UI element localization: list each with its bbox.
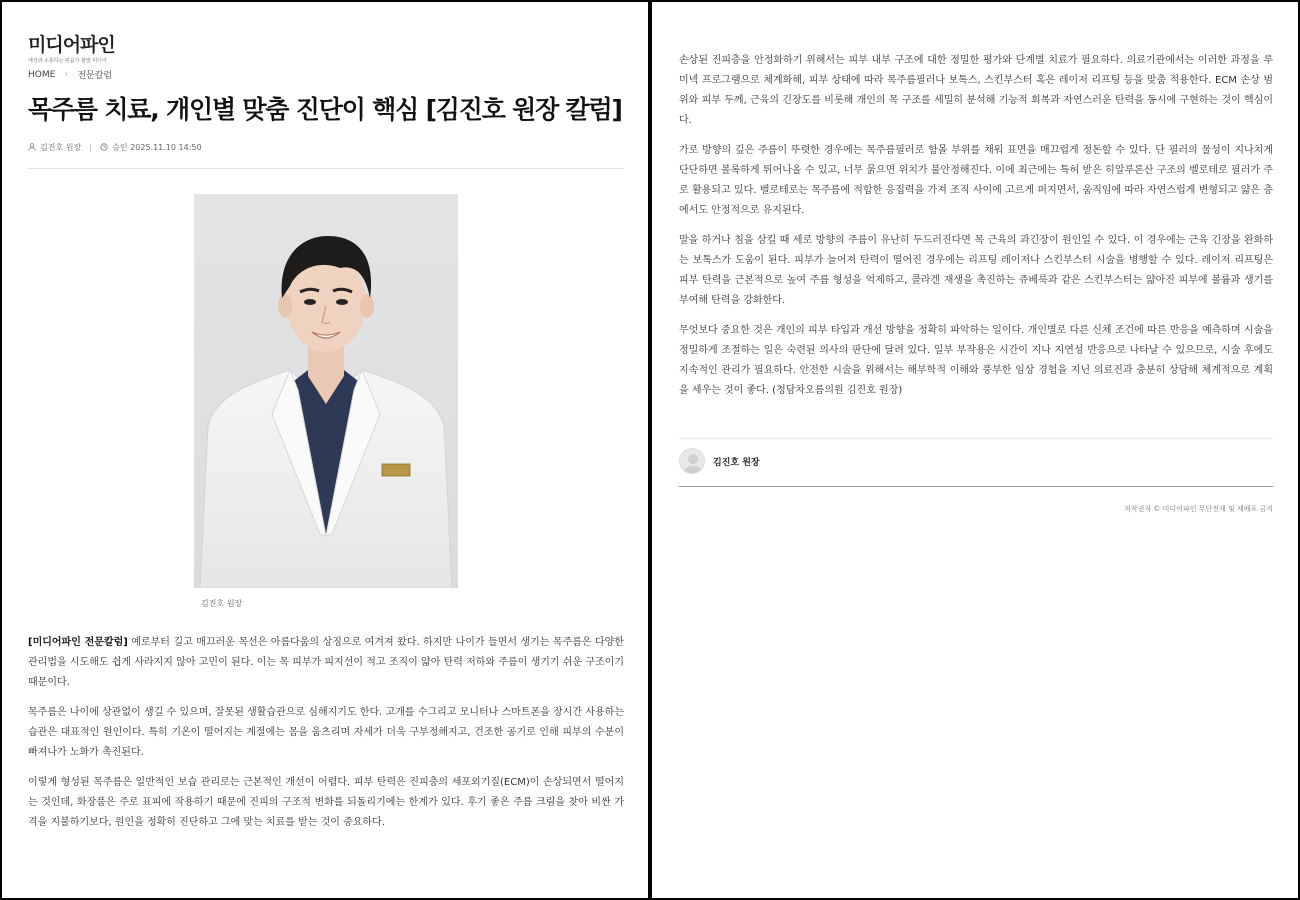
page-right	[652, 2, 1298, 898]
article-body-right	[679, 51, 1273, 411]
page-left	[2, 2, 648, 898]
article-body-left	[28, 633, 624, 843]
copyright-notice: 저작권자 © 미디어파인 무단전재 및 재배포 금지	[1124, 505, 1273, 513]
avatar-placeholder-icon	[679, 448, 705, 474]
breadcrumb	[28, 68, 112, 81]
paragraph-3: 이렇게 형성된 목주름은 일반적인 보습 관리로는 근본적인 개선이 어렵다. 피부 탄력은 진피층의 세포외기질(ECM)이 손상되면서 떨어지는 것인데, 화장품은 주로 표피에 작용하기 때문에 진피의 구조적 변화를 되돌리기에는 한계가 있다. 후기 좋은 주름 크림을 찾아 비싼 가격을 지불하기보다, 원인을 정확히 진단하고 그에 맞는 치료를 받는 것이 중요하다.	[28, 777, 624, 828]
article-approved-time: 승인 2025.11.10 14:50	[112, 143, 202, 152]
breadcrumb-section[interactable]: 전문칼럼	[77, 71, 113, 81]
author-box-name[interactable]: 김진호 원장	[713, 457, 760, 468]
site-logo[interactable]	[28, 33, 115, 65]
article-lead-tag: [미디어파인 전문칼럼]	[28, 637, 128, 648]
paragraph-7: 무엇보다 중요한 것은 개인의 피부 타입과 개선 방향을 정확히 파악하는 일이다. 개인별로 다른 신체 조건에 따른 반응을 예측하며 시술을 정밀하게 조절하는 일은 숙련된 의사의 판단에 달려 있다. 일부 부작용은 시간이 지나 지연성 반응으로 나타날 수 있으므로, 시술 후에도 지속적인 관리가 필요하다. 안전한 시술을 위해서는 해부학적 이해와 풍부한 임상 경험을 지닌 의료진과 충분히 상담해 체계적으로 계획을 세우는 것이 좋다. (청담차오름의원 김진호 원장)	[679, 325, 1273, 396]
person-icon	[28, 143, 36, 153]
article-byline	[28, 142, 202, 153]
paragraph-1	[28, 633, 624, 693]
site-tagline: 세상과 소통하는 믿음가 할말 미디어	[28, 58, 107, 64]
author-box[interactable]	[679, 448, 760, 474]
footer-divider	[679, 486, 1273, 487]
header-divider	[28, 168, 624, 169]
author-box-divider	[679, 438, 1273, 439]
clock-icon	[100, 143, 108, 153]
article-author[interactable]: 김진호 원장	[40, 143, 82, 152]
site-name: 미디어파인	[28, 34, 115, 56]
article-title: 목주름 치료, 개인별 맞춤 진단이 핵심 [김진호 원장 칼럼]	[28, 95, 622, 124]
paragraph-2: 목주름은 나이에 상관없이 생길 수 있으며, 잘못된 생활습관으로 심해지기도 한다. 고개를 수그리고 모니터나 스마트폰을 장시간 사용하는 습관은 대표적인 원인이다. 특히 기온이 떨어지는 계절에는 몸을 움츠리며 자세가 더욱 구부정해지고, 건조한 공기로 인해 피부의 수분이 빠져나가 노화가 촉진된다.	[28, 707, 624, 758]
paragraph-4: 손상된 진피층을 안정화하기 위해서는 피부 내부 구조에 대한 정밀한 평가와 단계별 치료가 필요하다. 의료기관에서는 이러한 과정을 루미넥 프로그램으로 체계화해, 피부 상태에 따라 목주름필러나 보톡스, 스킨부스터 혹은 레이저 리프팅 등을 맞춤 적용한다. ECM 손상 범위와 피부 두께, 근육의 긴장도를 비롯해 개인의 목 구조를 세밀히 분석해 기능적 회복과 자연스러운 탄력을 동시에 구현하는 것이 핵심이다.	[679, 55, 1273, 126]
paragraph-5: 가로 방향의 깊은 주름이 뚜렷한 경우에는 목주름필러로 함몰 부위를 채워 표면을 매끄럽게 정돈할 수 있다. 단 필러의 물성이 지나치게 단단하면 볼록하게 튀어나올 수 있고, 너무 묽으면 위치가 불안정해진다. 이에 최근에는 특허 받은 히알루론산 구조의 벨로테로 필러가 주로 활용되고 있다. 벨로테로는 목주름에 적합한 응집력을 가져 조직 사이에 고르게 퍼지면서, 움직임에 따라 자연스럽게 변형되고 얇은 층에서도 안정적으로 유지된다.	[679, 145, 1273, 216]
author-photo[interactable]	[194, 194, 458, 588]
chevron-right-icon: ›	[64, 69, 69, 80]
paragraph-1-text: 예로부터 길고 매끄러운 목선은 아름다움의 상징으로 여겨져 왔다. 하지만 나이가 들면서 생기는 목주름은 다양한 관리법을 시도해도 쉽게 사라지지 않아 고민이 된다. 이는 목 피부가 피지선이 적고 조직이 얇아 탄력 저하와 주름이 생기기 쉬운 구조이기 때문이다.	[28, 637, 624, 688]
breadcrumb-home[interactable]: HOME	[28, 69, 56, 80]
paragraph-6: 말을 하거나 침을 삼킬 때 세로 방향의 주름이 유난히 두드러진다면 목 근육의 과긴장이 원인일 수 있다. 이 경우에는 근육 긴장을 완화하는 보톡스가 도움이 된다. 피부가 늘어져 탄력이 떨어진 경우에는 리프팅 레이저나 스킨부스터 시술을 병행할 수 있다. 레이저 리프팅은 피부 탄력을 근본적으로 높여 주름 형성을 억제하고, 콜라겐 재생을 촉진하는 쥬베룩과 같은 스킨부스터는 얇아진 피부에 볼륨과 생기를 부여해 탄력을 강화한다.	[679, 235, 1273, 306]
photo-caption: 김진호 원장	[201, 599, 243, 608]
doctor-portrait-image	[194, 194, 458, 588]
byline-divider	[90, 144, 91, 152]
